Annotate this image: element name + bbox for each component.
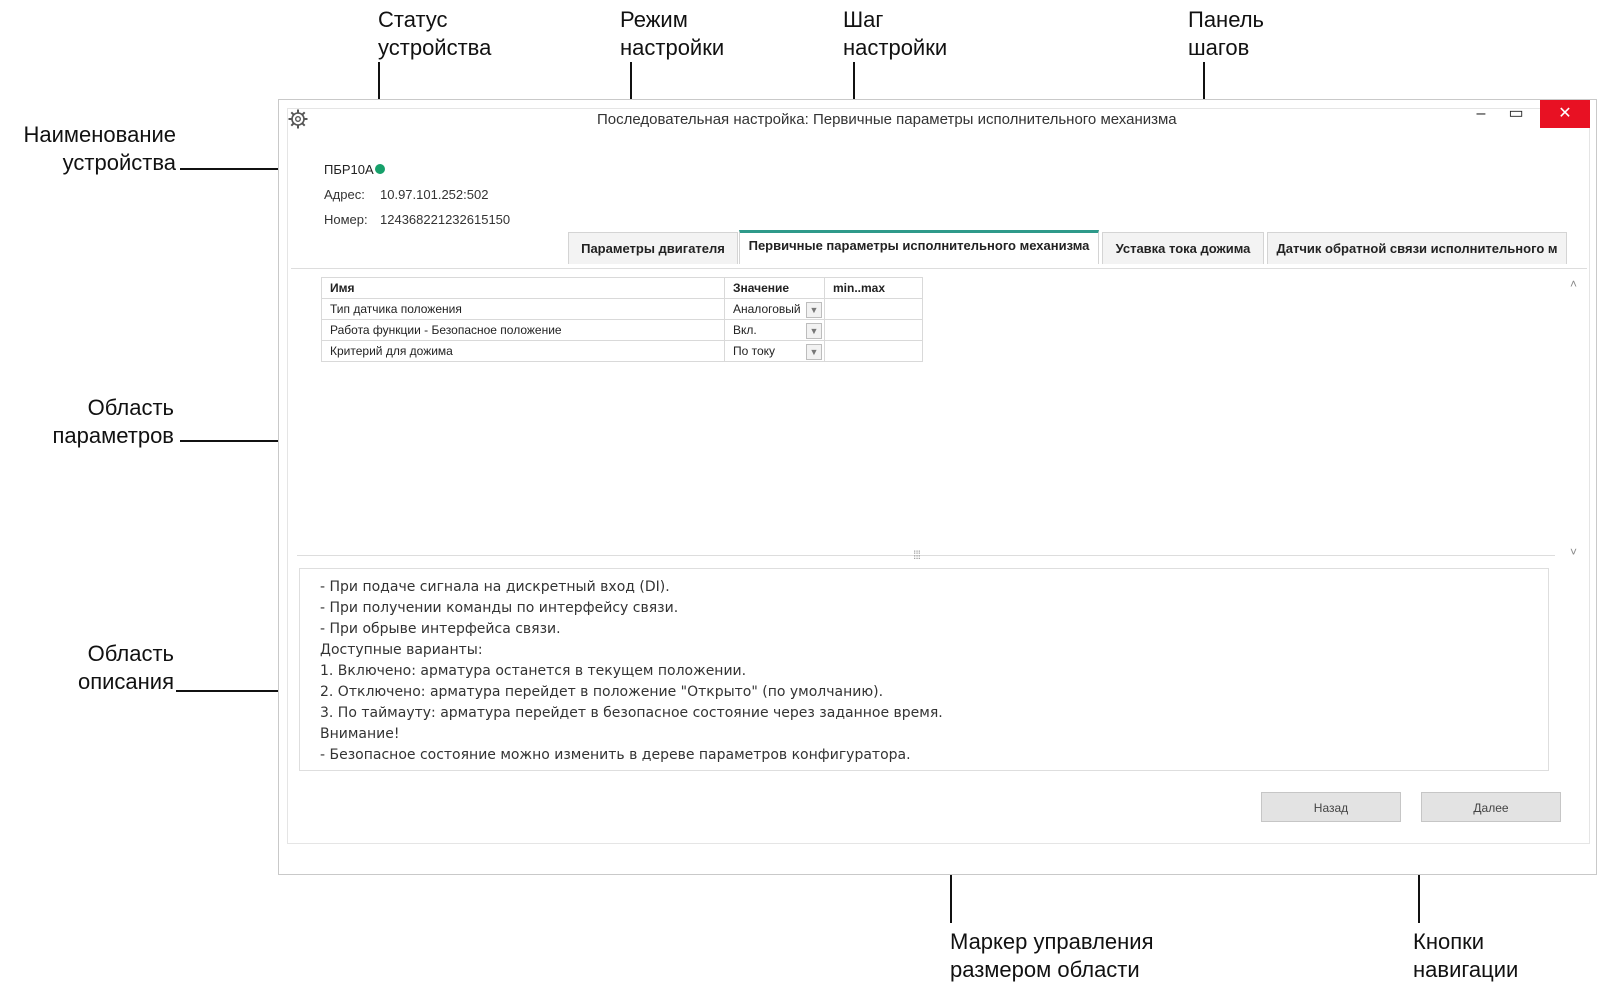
tab-push-current-setpoint[interactable]: Уставка тока дожима xyxy=(1102,232,1264,264)
tab-primary-actuator-params[interactable]: Первичные параметры исполнительного механизма xyxy=(739,230,1099,264)
param-value-dropdown[interactable] xyxy=(725,320,825,341)
back-button[interactable]: Назад xyxy=(1261,792,1401,822)
description-line: - При обрыве интерфейса связи. xyxy=(320,621,561,637)
description-line: Внимание! xyxy=(320,726,400,742)
app-window xyxy=(278,99,1597,875)
chevron-down-icon[interactable]: ▼ xyxy=(806,302,822,318)
param-value: Вкл. xyxy=(733,323,757,337)
param-value: По току xyxy=(733,344,776,358)
callout-desc-area: Область описания xyxy=(77,641,174,694)
callout-steps-panel: Панель шагов xyxy=(1188,7,1265,60)
parameters-table xyxy=(321,277,923,362)
device-name: ПБР10А xyxy=(324,162,374,177)
description-line: 3. По таймауту: арматура перейдет в безопасное состояние через заданное время. xyxy=(320,705,943,721)
tab-feedback-sensor[interactable]: Датчик обратной связи исполнительного м xyxy=(1267,232,1567,264)
window-title: Последовательная настройка: Первичные параметры исполнительного механизма xyxy=(597,111,1177,128)
description-line: 1. Включено: арматура останется в текущем положении. xyxy=(320,663,747,679)
param-name: Критерий для дожима xyxy=(322,341,725,362)
area-splitter[interactable] xyxy=(297,555,1555,556)
settings-gear-icon xyxy=(287,108,309,130)
device-status-dot xyxy=(375,164,385,174)
number-label: Номер: xyxy=(324,212,368,227)
resize-grip-icon[interactable]: ⁞⁞⁞ xyxy=(913,548,921,562)
table-row[interactable] xyxy=(322,341,923,362)
scroll-up-icon[interactable]: ˄ xyxy=(1569,277,1577,291)
param-value: Аналоговый xyxy=(733,302,801,316)
number-value: 124368221232615150 xyxy=(380,212,511,227)
param-range xyxy=(825,341,923,362)
scroll-down-icon[interactable]: ˅ xyxy=(1569,545,1577,559)
callout-resize-marker: Маркер управления размером области xyxy=(950,929,1154,982)
chevron-down-icon[interactable]: ▼ xyxy=(806,323,822,339)
chevron-down-icon[interactable]: ▼ xyxy=(806,344,822,360)
callout-setup-mode: Режим настройки xyxy=(620,7,725,60)
description-line: - Безопасное состояние можно изменить в дереве параметров конфигуратора. xyxy=(320,747,911,763)
table-header-row xyxy=(322,278,923,299)
table-row[interactable] xyxy=(322,320,923,341)
param-value-dropdown[interactable] xyxy=(725,341,825,362)
param-name: Работа функции - Безопасное положение xyxy=(322,320,725,341)
param-range xyxy=(825,299,923,320)
param-range xyxy=(825,320,923,341)
next-button[interactable]: Далее xyxy=(1421,792,1561,822)
description-line: 2. Отключено: арматура перейдет в положение "Открыто" (по умолчанию). xyxy=(320,684,884,700)
description-line: - При подаче сигнала на дискретный вход (DI). xyxy=(320,579,670,595)
column-header-range: min..max xyxy=(825,278,923,299)
callout-nav-buttons: Кнопки навигации xyxy=(1413,929,1519,982)
column-header-name: Имя xyxy=(322,278,725,299)
address-label: Адрес: xyxy=(324,187,365,202)
description-line: Доступные варианты: xyxy=(320,642,483,658)
minimize-button[interactable]: – xyxy=(1476,105,1486,122)
callout-device-status: Статус устройства xyxy=(378,7,492,60)
address-value: 10.97.101.252:502 xyxy=(380,187,489,202)
param-name: Тип датчика положения xyxy=(322,299,725,320)
maximize-button[interactable]: ▭ xyxy=(1508,105,1524,122)
close-button[interactable]: ✕ xyxy=(1540,100,1590,128)
description-line: - При получении команды по интерфейсу связи. xyxy=(320,600,679,616)
tab-motor-params[interactable]: Параметры двигателя xyxy=(568,232,738,264)
callout-params-area: Область параметров xyxy=(52,395,174,448)
parameters-area xyxy=(291,268,1587,568)
table-row[interactable] xyxy=(322,299,923,320)
column-header-value: Значение xyxy=(725,278,825,299)
callout-device-name: Наименование устройства xyxy=(23,122,176,175)
callout-setup-step: Шаг настройки xyxy=(843,7,948,60)
param-value-dropdown[interactable] xyxy=(725,299,825,320)
description-area xyxy=(299,568,1549,771)
